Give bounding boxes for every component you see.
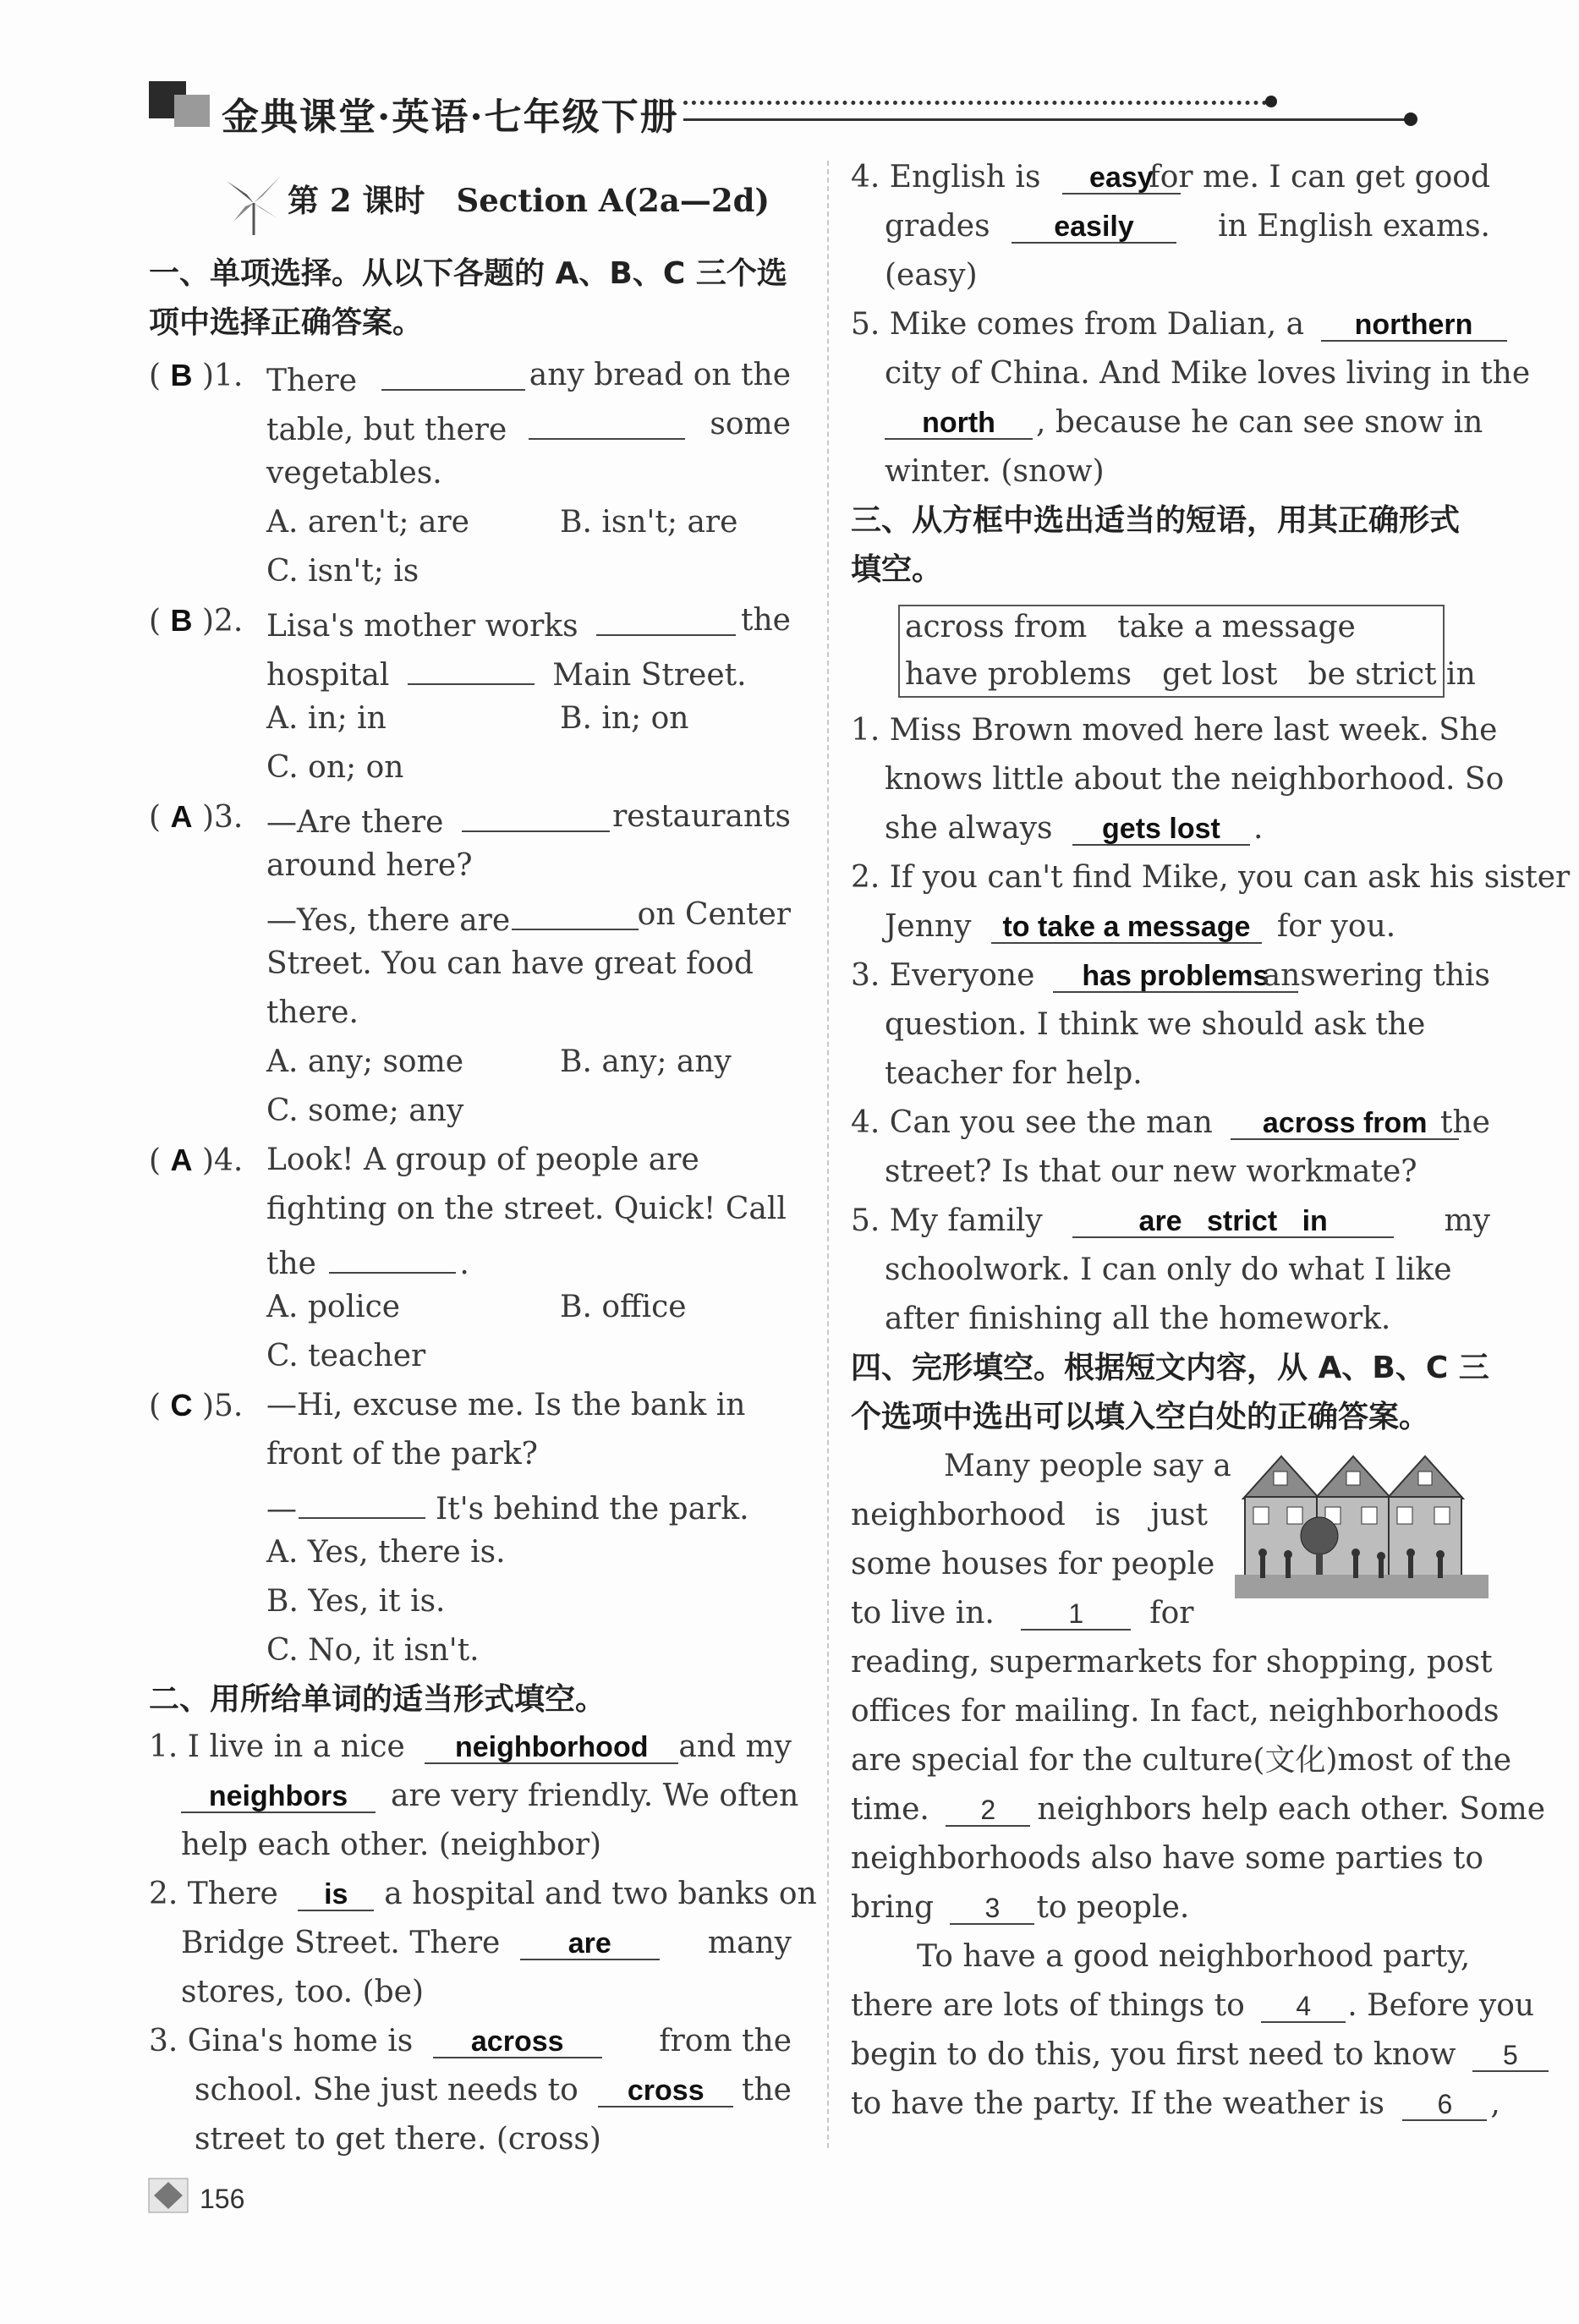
option-b: B. office [560,1290,687,1324]
text: to people. [1036,1890,1190,1925]
option-c: C. No, it isn't. [266,1633,480,1668]
text: 4. English is [851,160,1041,195]
text: time. [851,1792,929,1827]
cloze-blank[interactable]: 6 [1402,2087,1487,2121]
cloze-text [851,2036,1549,2074]
option-b: B. any; any [560,1044,732,1079]
fill-question-3 [149,2023,792,2060]
question-line: Street. You can have great food [266,946,754,981]
question-line [266,798,791,841]
text: the [1440,1105,1490,1140]
cloze-text: are special for the culture(文化)most of the [851,1743,1512,1778]
text: my [1444,1203,1490,1238]
header-dotted-line [683,101,1275,105]
answer-blank[interactable]: are [520,1927,660,1960]
text: in English exams. [1218,209,1490,244]
question-line: there. [266,995,359,1030]
phrase-box-row: across from take a message [905,610,1356,644]
text: Bridge Street. There [181,1926,501,1960]
text: 5. Mike comes from Dalian, a [851,307,1305,342]
phrase-question-4 [851,1104,1490,1142]
text: many [707,1926,792,1960]
option-b: B. isn't; are [560,505,738,540]
text: —Are there [266,805,444,840]
cloze-text: neighborhoods also have some parties to [851,1841,1484,1876]
question-line: teacher for help. [885,1056,1143,1091]
question-line: —Hi, excuse me. Is the bank in [266,1388,746,1422]
answer-choice: B [170,603,193,638]
question-number: )2. [201,604,244,639]
text: 1. I live in a nice [149,1729,405,1764]
cloze-text: some houses for people [851,1547,1215,1581]
text: . Before you [1347,1988,1535,2023]
cloze-text: Many people say a [944,1449,1231,1483]
option-a: A. in; in [266,701,387,736]
answer-blank[interactable]: is [298,1877,374,1911]
answer-blank[interactable]: easily [1012,210,1176,244]
cloze-text: offices for mailing. In fact, neighborhoods [851,1694,1500,1729]
answer-blank[interactable] [408,651,535,685]
cloze-blank[interactable]: 4 [1261,1989,1346,2023]
question-line: after finishing all the homework. [885,1302,1391,1336]
text: bring [851,1890,934,1925]
mc-question-2: ( B )2. [149,603,244,639]
cloze-text [851,1791,1545,1828]
question-line: winter. (snow) [885,454,1105,489]
cloze-blank[interactable]: 5 [1472,2038,1549,2072]
neighborhood-houses-illustration [1235,1448,1489,1600]
question-line [885,208,1490,245]
cloze-blank[interactable]: 2 [946,1793,1030,1827]
text: table, but there [266,413,507,447]
text: 3. Gina's home is [149,2024,414,2058]
header-dot [1265,96,1277,107]
question-line: knows little about the neighborhood. So [885,762,1505,797]
question-line [266,1485,749,1528]
phrase-box-row: have problems get lost be strict in [905,657,1476,692]
text: any bread on the [529,358,791,392]
lesson-title: 第 2 课时 Section A(2a—2d) [288,182,770,219]
question-line [885,404,1483,441]
text: there are lots of things to [851,1988,1245,2023]
question-line [266,357,791,400]
text: some [710,407,791,441]
question-line: around here? [266,848,473,883]
answer-blank[interactable]: neighbors [181,1779,376,1813]
answer-blank[interactable] [462,798,610,832]
text: she always [885,811,1053,846]
mc-question-4: ( A )4. [149,1143,244,1178]
question-number: )4. [201,1143,244,1178]
cloze-text [851,1595,1194,1632]
question-number: )3. [201,800,244,835]
cloze-blank[interactable]: 1 [1021,1597,1131,1631]
answer-blank[interactable] [512,896,639,930]
question-line: fighting on the street. Quick! Call [266,1192,787,1226]
text: from the [659,2024,792,2058]
phrase-question-1: 1. Miss Brown moved here last week. She [851,713,1498,748]
answer-blank[interactable] [329,1240,456,1274]
answer-blank[interactable]: northern [1321,308,1507,342]
page-number-icon [147,2177,189,2214]
option-b: B. in; on [560,701,689,736]
answer-blank[interactable]: are strict in [1072,1204,1394,1238]
text: Lisa's mother works [266,609,578,644]
option-a: A. Yes, there is. [266,1535,506,1570]
header-title: 金典课堂·英语·七年级下册 [222,96,679,139]
answer-blank[interactable]: to take a message [991,910,1262,944]
phrase-question-2: 2. If you can't find Mike, you can ask his sister [851,860,1571,895]
part1-heading: 一、单项选择。从以下各题的 A、B、C 三个选 [149,256,787,291]
text: the [266,1247,316,1281]
fill-question-2 [149,1876,817,1913]
answer-blank[interactable]: easy [1062,161,1181,195]
text: answering this [1262,958,1490,993]
cloze-text: reading, supermarkets for shopping, post [851,1645,1493,1680]
text: and my [678,1729,792,1764]
phrase-question-3 [851,957,1490,995]
option-c: C. on; on [266,750,404,785]
text: . [459,1247,469,1281]
answer-blank[interactable] [299,1485,425,1519]
answer-blank[interactable]: across [433,2025,602,2058]
part1-heading-cont: 项中选择正确答案。 [149,305,424,340]
text: the [742,2073,792,2107]
question-line: city of China. And Mike loves living in the [885,356,1531,391]
text: . [1253,811,1264,846]
question-line: help each other. (neighbor) [181,1828,602,1862]
text: hospital [266,658,390,693]
text: Jenny [885,909,972,944]
question-line [266,896,791,940]
question-number: )1. [201,359,244,393]
answer-blank[interactable]: north [885,406,1033,440]
text: Main Street. [552,658,747,693]
answer-blank[interactable] [529,406,685,440]
text: on Center [637,897,791,932]
part3-heading: 三、从方框中选出适当的短语，用其正确形式 [851,503,1461,538]
question-line [885,810,1263,847]
part4-heading-cont: 个选项中选出可以填入空白处的正确答案。 [851,1400,1430,1434]
cloze-text [851,1987,1534,2025]
part4-heading: 四、完形填空。根据短文内容，从 A、B、C 三 [851,1351,1489,1385]
text: restaurants [612,799,791,834]
question-line [885,908,1395,945]
question-line [266,406,791,449]
question-line [266,651,747,694]
text: neighbors help each other. Some [1037,1792,1546,1827]
question-number: )5. [201,1389,244,1423]
question-line: question. I think we should ask the [885,1007,1426,1042]
page-number: 156 [200,2184,245,2214]
answer-blank[interactable] [381,357,525,391]
question-line [266,602,791,645]
option-a: A. police [266,1290,401,1324]
cloze-text [851,2086,1500,2123]
text: , because he can see snow in [1036,405,1483,440]
question-line: vegetables. [266,456,442,491]
answer-blank[interactable]: gets lost [1072,812,1250,846]
option-c: C. some; any [266,1093,464,1128]
part3-heading-cont: 填空。 [851,552,943,587]
answer-choice: C [170,1388,193,1422]
text: for me. I can get good [1149,160,1490,195]
cloze-text [851,1889,1189,1927]
fill-question-1 [149,1729,792,1766]
mc-question-5: ( C )5. [149,1388,244,1423]
mc-question-1: ( B )1. [149,358,244,393]
cloze-text [851,1497,1213,1534]
text: —Yes, there are [266,903,511,938]
column-divider [827,161,829,2148]
text: — [266,1492,297,1526]
answer-blank[interactable] [596,602,736,636]
header-logo-block-gray [174,95,210,127]
mc-question-3: ( A )3. [149,799,244,835]
text: It's behind the park. [436,1492,749,1526]
phrase-question-5 [851,1203,1490,1240]
question-line: street to get there. (cross) [195,2122,601,2157]
text: 5. My family [851,1203,1043,1238]
text: for [1149,1596,1194,1631]
text: 4. Can you see the man [851,1105,1213,1140]
fill-question-4 [851,159,1490,196]
answer-blank[interactable]: has problems [1053,959,1298,993]
answer-blank[interactable]: neighborhood [425,1730,678,1764]
answer-blank[interactable]: across from [1231,1106,1459,1140]
cloze-blank[interactable]: 3 [950,1891,1034,1925]
answer-choice: B [170,358,193,392]
text: the [741,603,791,638]
question-line: (easy) [885,258,978,293]
question-line [266,1240,469,1283]
text: begin to do this, you first need to know [851,2037,1456,2072]
question-line: street? Is that our new workmate? [885,1154,1417,1189]
cloze-text: To have a good neighborhood party, [917,1939,1471,1974]
text: neighborhood is just [851,1498,1208,1532]
part2-heading: 二、用所给单词的适当形式填空。 [149,1682,606,1717]
text: a hospital and two banks on [384,1877,817,1911]
text: There [266,364,358,398]
question-line: stores, too. (be) [181,1975,424,2009]
text: to live in. [851,1596,995,1631]
text: to have the party. If the weather is [851,2086,1384,2121]
text: grades [885,209,990,244]
option-a: A. aren't; are [266,505,469,540]
question-line [195,2072,792,2109]
text: school. She just needs to [195,2073,578,2107]
option-c: C. teacher [266,1339,426,1373]
answer-blank[interactable]: cross [598,2074,733,2107]
text: , [1490,2086,1500,2121]
text: 3. Everyone [851,958,1035,993]
question-line: schoolwork. I can only do what I like [885,1252,1452,1287]
answer-choice: A [170,1143,193,1177]
text: 2. There [149,1877,278,1911]
question-line [181,1778,798,1815]
option-b: B. Yes, it is. [266,1584,446,1619]
pinwheel-icon [222,169,288,237]
option-c: C. isn't; is [266,554,419,589]
fill-question-5 [851,306,1514,343]
question-line: Look! A group of people are [266,1143,699,1177]
question-line: front of the park? [266,1437,538,1472]
header-dot [1404,112,1417,126]
option-a: A. any; some [266,1044,464,1079]
question-line [181,1925,792,1962]
text: are very friendly. We often [391,1779,799,1813]
text: for you. [1276,909,1396,944]
answer-choice: A [170,799,193,834]
header-rule [683,118,1411,121]
